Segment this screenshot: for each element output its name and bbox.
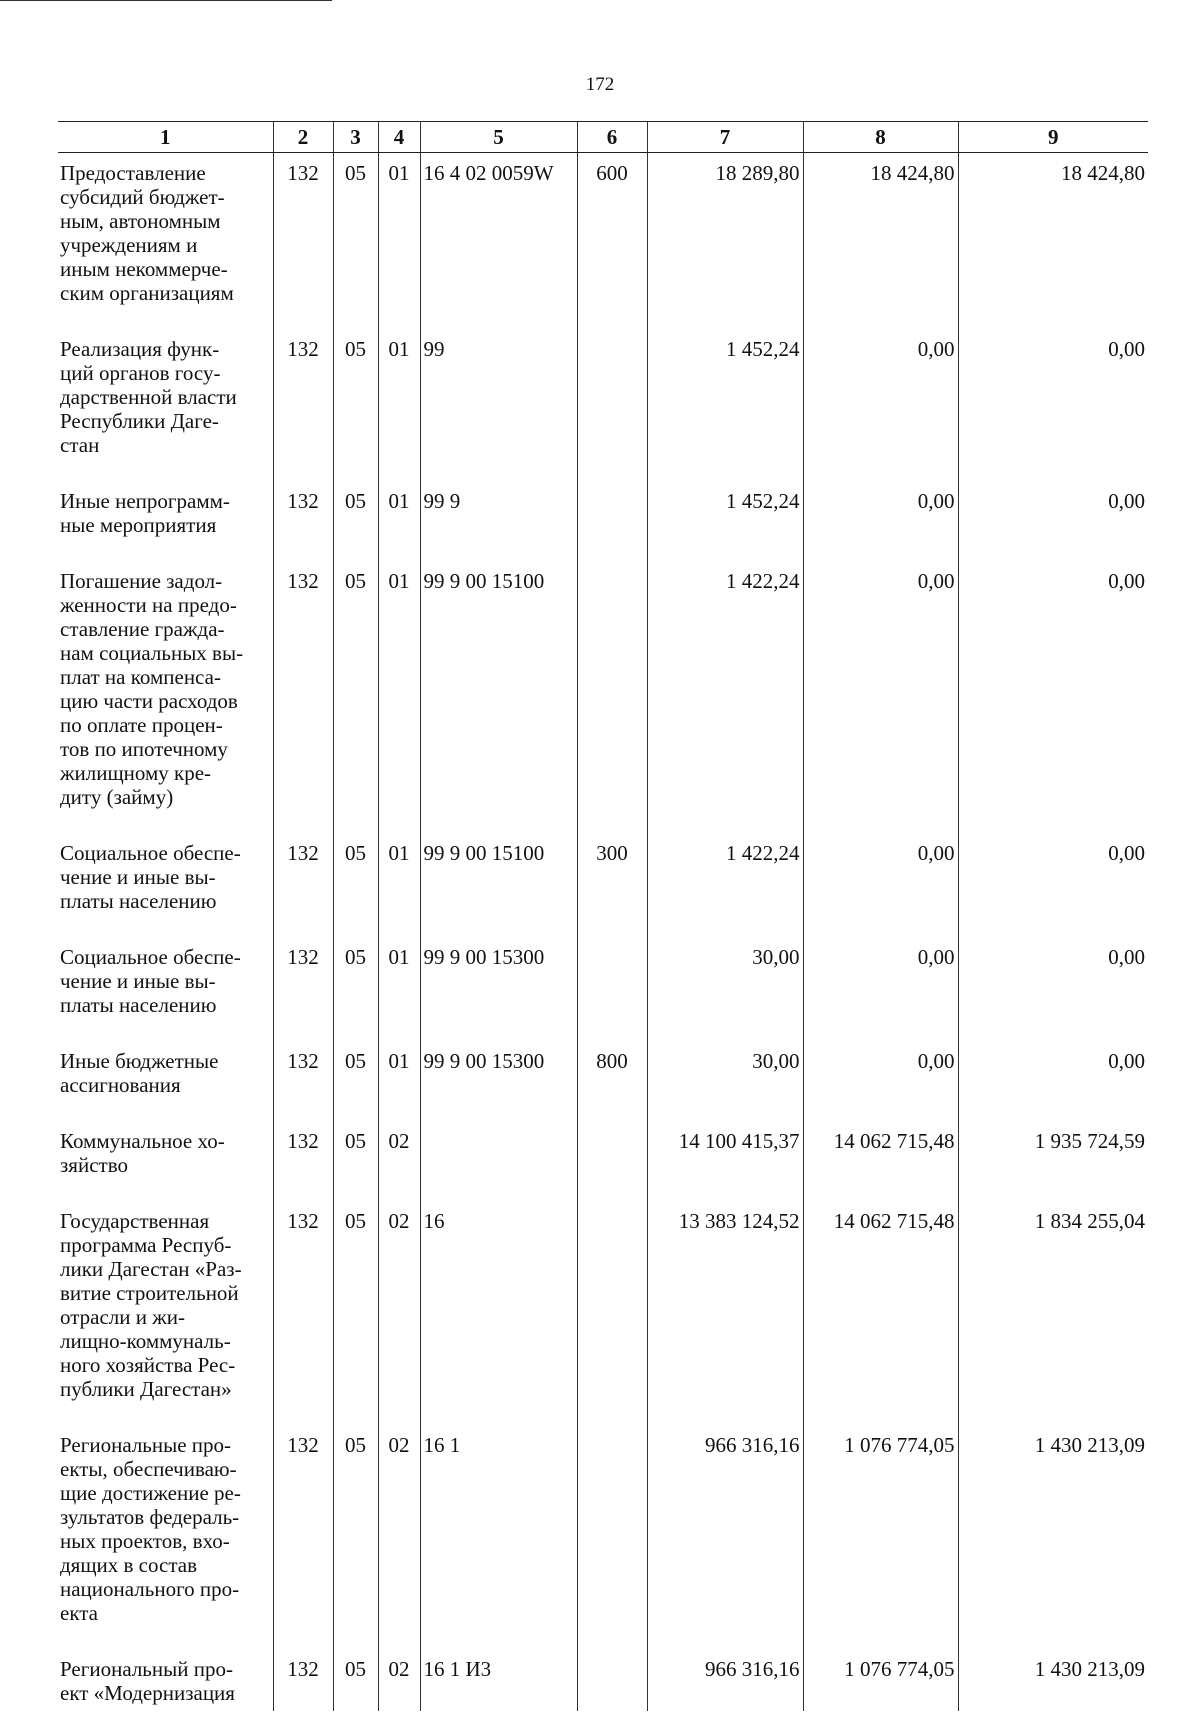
- column-header: 9: [958, 122, 1148, 153]
- ministry-code: 132: [273, 1041, 333, 1121]
- amount-col9: 1 430 213,09: [958, 1649, 1148, 1711]
- column-header: 7: [647, 122, 803, 153]
- target-article-code: 99 9 00 15300: [420, 1041, 577, 1121]
- ministry-code: 132: [273, 937, 333, 1041]
- expense-type-code: 800: [577, 1041, 647, 1121]
- amount-col8: 14 062 715,48: [803, 1121, 958, 1201]
- item-name: Социальное обеспе- чение и иные вы- платы населению: [60, 841, 241, 913]
- ministry-code: 132: [273, 153, 333, 330]
- amount-col7: 18 289,80: [647, 153, 803, 330]
- table-row: [58, 1201, 1148, 1425]
- top-rule: [0, 0, 332, 1]
- amount-col9: 1 834 255,04: [958, 1201, 1148, 1425]
- expense-type-code: [577, 1121, 647, 1201]
- ministry-code: 132: [273, 329, 333, 481]
- amount-col9: 0,00: [958, 561, 1148, 833]
- table-row: [58, 1649, 1148, 1711]
- item-name: Предоставление субсидий бюджет- ным, автономным учреждениям и иным некоммерче- ским организациям: [60, 161, 234, 305]
- table-row: [58, 1041, 1148, 1121]
- amount-col7: 1 452,24: [647, 481, 803, 561]
- subsection-code: 01: [378, 153, 420, 330]
- target-article-code: 99 9 00 15300: [420, 937, 577, 1041]
- subsection-code: 02: [378, 1121, 420, 1201]
- item-name: Региональные про- екты, обеспечиваю- щие достижение ре- зультатов федераль- ных проектов, вхо- дящих в состав национального про- екта: [60, 1433, 241, 1625]
- ministry-code: 132: [273, 1201, 333, 1425]
- item-name: Коммунальное хо- зяйство: [60, 1129, 225, 1177]
- amount-col7: 13 383 124,52: [647, 1201, 803, 1425]
- column-header: 4: [378, 122, 420, 153]
- amount-col8: 1 076 774,05: [803, 1649, 958, 1711]
- expense-type-code: 600: [577, 153, 647, 330]
- table-row: [58, 1425, 1148, 1649]
- column-header: 2: [273, 122, 333, 153]
- ministry-code: 132: [273, 1649, 333, 1711]
- item-name: Государственная программа Респуб- лики Дагестан «Раз- витие строительной отрасли и жи- лищно-коммуналь- ного хозяйства Рес- публики Дагестан»: [60, 1209, 242, 1401]
- amount-col8: 0,00: [803, 1041, 958, 1121]
- column-header: 1: [58, 122, 273, 153]
- column-header: 3: [333, 122, 378, 153]
- ministry-code: 132: [273, 481, 333, 561]
- column-header: 8: [803, 122, 958, 153]
- section-code: 05: [333, 561, 378, 833]
- section-code: 05: [333, 1201, 378, 1425]
- section-code: 05: [333, 1121, 378, 1201]
- item-name: Погашение задол- женности на предо- ставление гражда- нам социальных вы- плат на компенса- цию части расходов по оплате процен- тов по ипотечному жилищному кре- диту (займу): [60, 569, 244, 809]
- expense-type-code: [577, 1425, 647, 1649]
- target-article-code: [420, 1121, 577, 1201]
- target-article-code: 16 1: [420, 1425, 577, 1649]
- amount-col7: 14 100 415,37: [647, 1121, 803, 1201]
- amount-col7: 966 316,16: [647, 1425, 803, 1649]
- item-name: Социальное обеспе- чение и иные вы- платы населению: [60, 945, 241, 1017]
- subsection-code: 01: [378, 833, 420, 937]
- table-row: [58, 329, 1148, 481]
- ministry-code: 132: [273, 1121, 333, 1201]
- section-code: 05: [333, 833, 378, 937]
- amount-col9: 0,00: [958, 1041, 1148, 1121]
- target-article-code: 99: [420, 329, 577, 481]
- table-row: [58, 561, 1148, 833]
- amount-col9: 0,00: [958, 329, 1148, 481]
- amount-col7: 30,00: [647, 937, 803, 1041]
- section-code: 05: [333, 1649, 378, 1711]
- section-code: 05: [333, 153, 378, 330]
- amount-col9: 0,00: [958, 481, 1148, 561]
- subsection-code: 02: [378, 1425, 420, 1649]
- ministry-code: 132: [273, 561, 333, 833]
- expense-type-code: [577, 329, 647, 481]
- amount-col7: 1 452,24: [647, 329, 803, 481]
- target-article-code: 16 1 И3: [420, 1649, 577, 1711]
- amount-col9: 1 935 724,59: [958, 1121, 1148, 1201]
- amount-col8: 18 424,80: [803, 153, 958, 330]
- subsection-code: 02: [378, 1201, 420, 1425]
- subsection-code: 01: [378, 1041, 420, 1121]
- target-article-code: 99 9: [420, 481, 577, 561]
- target-article-code: 99 9 00 15100: [420, 561, 577, 833]
- amount-col7: 1 422,24: [647, 833, 803, 937]
- expense-type-code: [577, 561, 647, 833]
- amount-col7: 1 422,24: [647, 561, 803, 833]
- amount-col8: 0,00: [803, 561, 958, 833]
- item-name: Региональный про- ект «Модернизация: [60, 1657, 235, 1705]
- section-code: 05: [333, 329, 378, 481]
- item-name: Реализация функ- ций органов госу- дарственной власти Республики Даге- стан: [60, 337, 237, 457]
- amount-col8: 0,00: [803, 329, 958, 481]
- subsection-code: 01: [378, 937, 420, 1041]
- expense-type-code: 300: [577, 833, 647, 937]
- budget-table: [58, 121, 1148, 1711]
- expense-type-code: [577, 481, 647, 561]
- amount-col8: 0,00: [803, 481, 958, 561]
- amount-col9: 0,00: [958, 937, 1148, 1041]
- section-code: 05: [333, 481, 378, 561]
- target-article-code: 99 9 00 15100: [420, 833, 577, 937]
- expense-type-code: [577, 1649, 647, 1711]
- amount-col8: 1 076 774,05: [803, 1425, 958, 1649]
- amount-col7: 966 316,16: [647, 1649, 803, 1711]
- table-row: [58, 153, 1148, 330]
- table-row: [58, 481, 1148, 561]
- section-code: 05: [333, 1425, 378, 1649]
- amount-col9: 0,00: [958, 833, 1148, 937]
- section-code: 05: [333, 1041, 378, 1121]
- item-name: Иные бюджетные ассигнования: [60, 1049, 219, 1097]
- table-header-row: [58, 122, 1148, 153]
- amount-col9: 18 424,80: [958, 153, 1148, 330]
- column-header: 6: [577, 122, 647, 153]
- expense-type-code: [577, 1201, 647, 1425]
- target-article-code: 16 4 02 0059W: [420, 153, 577, 330]
- table-row: [58, 1121, 1148, 1201]
- amount-col9: 1 430 213,09: [958, 1425, 1148, 1649]
- page-number: 172: [585, 74, 615, 95]
- column-header: 5: [420, 122, 577, 153]
- target-article-code: 16: [420, 1201, 577, 1425]
- ministry-code: 132: [273, 833, 333, 937]
- section-code: 05: [333, 937, 378, 1041]
- subsection-code: 01: [378, 481, 420, 561]
- subsection-code: 01: [378, 329, 420, 481]
- amount-col8: 0,00: [803, 833, 958, 937]
- amount-col8: 0,00: [803, 937, 958, 1041]
- subsection-code: 01: [378, 561, 420, 833]
- table-row: [58, 937, 1148, 1041]
- amount-col8: 14 062 715,48: [803, 1201, 958, 1425]
- expense-type-code: [577, 937, 647, 1041]
- subsection-code: 02: [378, 1649, 420, 1711]
- amount-col7: 30,00: [647, 1041, 803, 1121]
- table-row: [58, 833, 1148, 937]
- ministry-code: 132: [273, 1425, 333, 1649]
- item-name: Иные непрограмм- ные мероприятия: [60, 489, 230, 537]
